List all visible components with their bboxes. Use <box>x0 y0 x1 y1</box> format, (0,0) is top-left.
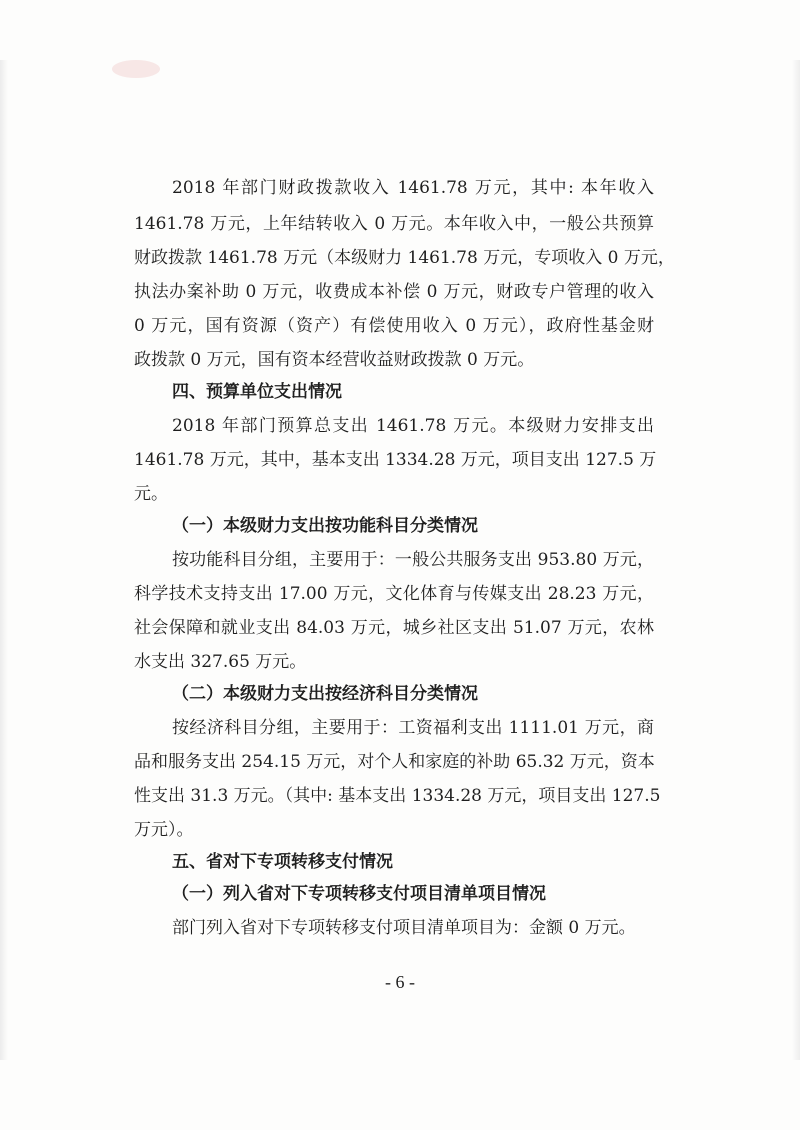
revenue-line: 财政拨款 1461.78 万元（本级财力 1461.78 万元，专项收入 0 万元， <box>134 248 675 268</box>
section-4-heading: 四、预算单位支出情况 <box>172 382 342 402</box>
subsection-5-1-heading: （一）列入省对下专项转移支付项目清单项目情况 <box>172 884 546 904</box>
transfer-line: 部门列入省对下专项转移支付项目清单项目为：金额 0 万元。 <box>172 918 636 938</box>
subsection-4-1-heading: （一）本级财力支出按功能科目分类情况 <box>172 516 478 536</box>
revenue-line: 政拨款 0 万元，国有资本经营收益财政拨款 0 万元。 <box>134 350 535 370</box>
functional-line: 水支出 327.65 万元。 <box>134 652 307 672</box>
page-number: - 6 - <box>385 972 415 992</box>
functional-line: 科学技术支持支出 17.00 万元，文化体育与传媒支出 28.23 万元， <box>134 584 654 604</box>
revenue-line: 1461.78 万元，上年结转收入 0 万元。本年收入中，一般公共预算 <box>134 214 654 234</box>
subsection-4-2-heading: （二）本级财力支出按经济科目分类情况 <box>172 684 478 704</box>
economic-line: 按经济科目分组，主要用于：工资福利支出 1111.01 万元，商 <box>172 718 654 738</box>
economic-line: 品和服务支出 254.15 万元，对个人和家庭的补助 65.32 万元，资本 <box>134 752 655 772</box>
revenue-line: 0 万元，国有资源（资产）有偿使用收入 0 万元），政府性基金财 <box>134 316 654 336</box>
faint-stamp-mark <box>112 60 160 78</box>
expenditure-line: 2018 年部门预算总支出 1461.78 万元。本级财力安排支出 <box>172 416 654 436</box>
functional-line: 社会保障和就业支出 84.03 万元，城乡社区支出 51.07 万元，农林 <box>134 618 654 638</box>
economic-line: 万元）。 <box>134 820 194 840</box>
scan-edge-left <box>0 60 8 1060</box>
revenue-line: 2018 年部门财政拨款收入 1461.78 万元，其中: 本年收入 <box>172 178 654 198</box>
expenditure-line: 元。 <box>134 484 168 504</box>
functional-line: 按功能科目分组，主要用于：一般公共服务支出 953.80 万元， <box>172 550 654 570</box>
economic-line: 性支出 31.3 万元。（其中: 基本支出 1334.28 万元，项目支出 127.5 <box>134 786 661 806</box>
expenditure-line: 1461.78 万元，其中，基本支出 1334.28 万元，项目支出 127.5 万 <box>134 450 657 470</box>
section-5-heading: 五、省对下专项转移支付情况 <box>172 852 393 872</box>
scan-edge-right <box>792 60 800 1060</box>
revenue-line: 执法办案补助 0 万元，收费成本补偿 0 万元，财政专户管理的收入 <box>134 282 654 302</box>
